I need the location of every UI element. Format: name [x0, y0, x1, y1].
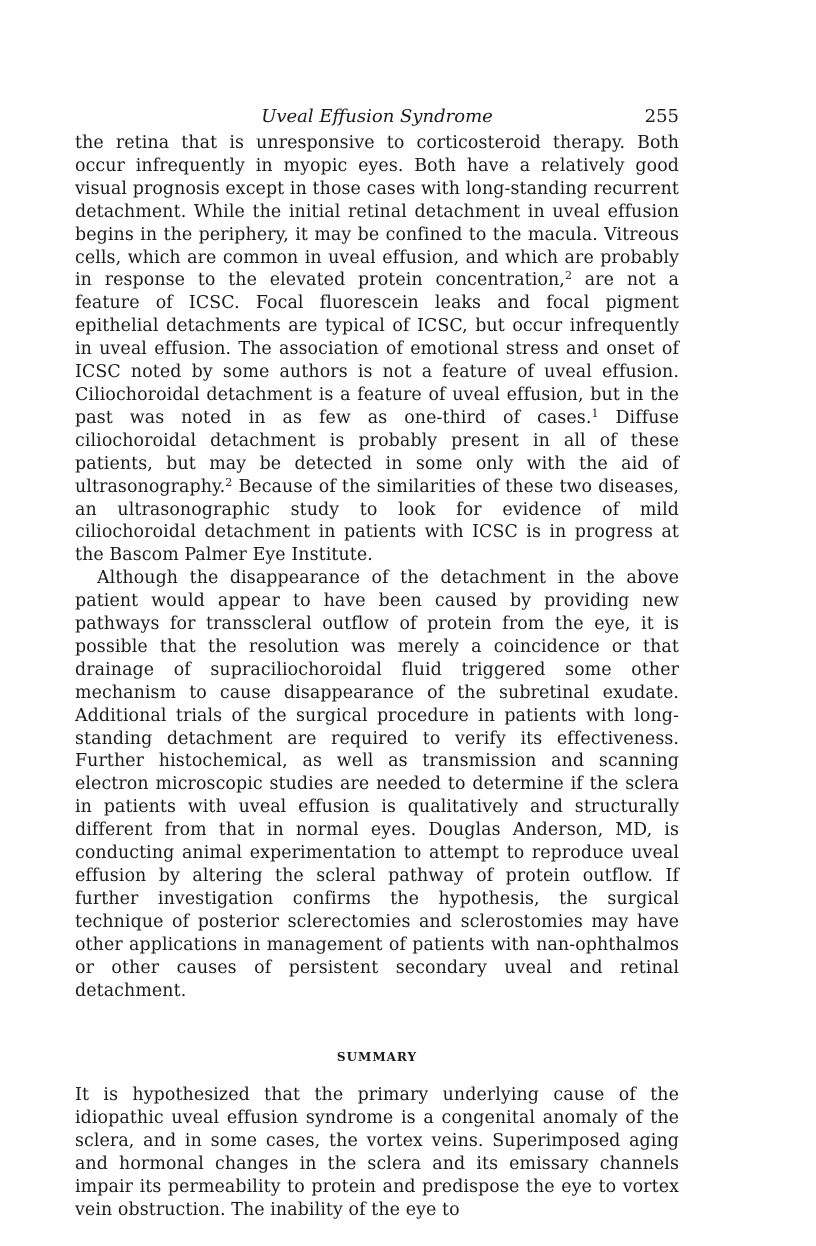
text-segment: Because of the similarities of these two diseases, an ultrasonographic study to look for evidence of mild ciliochoroidal detachment in patients with ICSC is in progress at the Bascom Palmer Eye Institute. — [75, 476, 679, 566]
running-head — [75, 100, 679, 132]
text-segment: the retina that is unresponsive to corticosteroid therapy. Both occur infrequently in myopic eyes. Both have a relatively good visual prognosis except in those cases with long-standing recurrent detachment. While the initial retinal detachment in uveal effusion begins in the periphery, it may be confined to the macula. Vitreous cells, which are common in uveal effusion, and which are probably in response to the elevated protein concentration, — [75, 133, 679, 291]
reference-marker: 2 — [225, 475, 233, 489]
reference-marker: 2 — [564, 269, 573, 283]
body-paragraph-2: Although the disappearance of the detachment in the above patient would appear to have been caused by providing new pathways for transscleral outflow of protein from the eye, it is possible that the resolution was merely a coincidence or that drainage of supraciliochoroidal fluid triggered some other mechanism to cause disappearance of the subretinal exudate. Additional trials of the surgical procedure in patients with long-standing detachment are required to verify its effectiveness. Further histochemical, as well as transmission and scanning electron microscopic studies are needed to determine if the sclera in patients with uveal effusion is qualitatively and structurally different from that in normal eyes. Douglas Anderson, MD, is conducting animal experimentation to attempt to reproduce uveal effusion by altering the scleral pathway of protein outflow. If further investigation confirms the hypothesis, the surgical technique of posterior sclerectomies and sclerostomies may have other applications in management of patients with nan-ophthalmos or other causes of persistent secondary uveal and retinal detachment. — [75, 568, 679, 1001]
body-paragraph-1 — [75, 132, 679, 567]
text-segment: Diffuse ciliochoroidal detachment is probably present in all of these patients, but may be detected in some only with the aid of ultrasonography. — [75, 407, 679, 497]
section-heading-summary: SUMMARY — [336, 1050, 418, 1065]
summary-paragraph: It is hypothesized that the primary underlying cause of the idiopathic uveal effusion syndrome is a congenital anomaly of the sclera, and in some cases, the vortex veins. Superimposed aging and hormonal changes in the sclera and its emissary channels impair its permeability to protein and predispose the eye to vortex vein obstruction. The inability of the eye to — [75, 1085, 679, 1220]
page-number: 255 — [644, 106, 679, 127]
page — [75, 100, 679, 1222]
reference-marker: 1 — [591, 406, 599, 420]
running-title: Uveal Effusion Syndrome — [261, 106, 493, 127]
text-segment: are not a feature of ICSC. Focal fluorescein leaks and focal pigment epithelial detachments are typical of ICSC, but occur infrequently in uveal effusion. The association of emotional stress and onset of ICSC noted by some authors is not a feature of uveal effusion. Ciliochoroidal detachment is a feature of uveal effusion, but in the past was noted in as few as one-third of cases. — [75, 270, 680, 428]
